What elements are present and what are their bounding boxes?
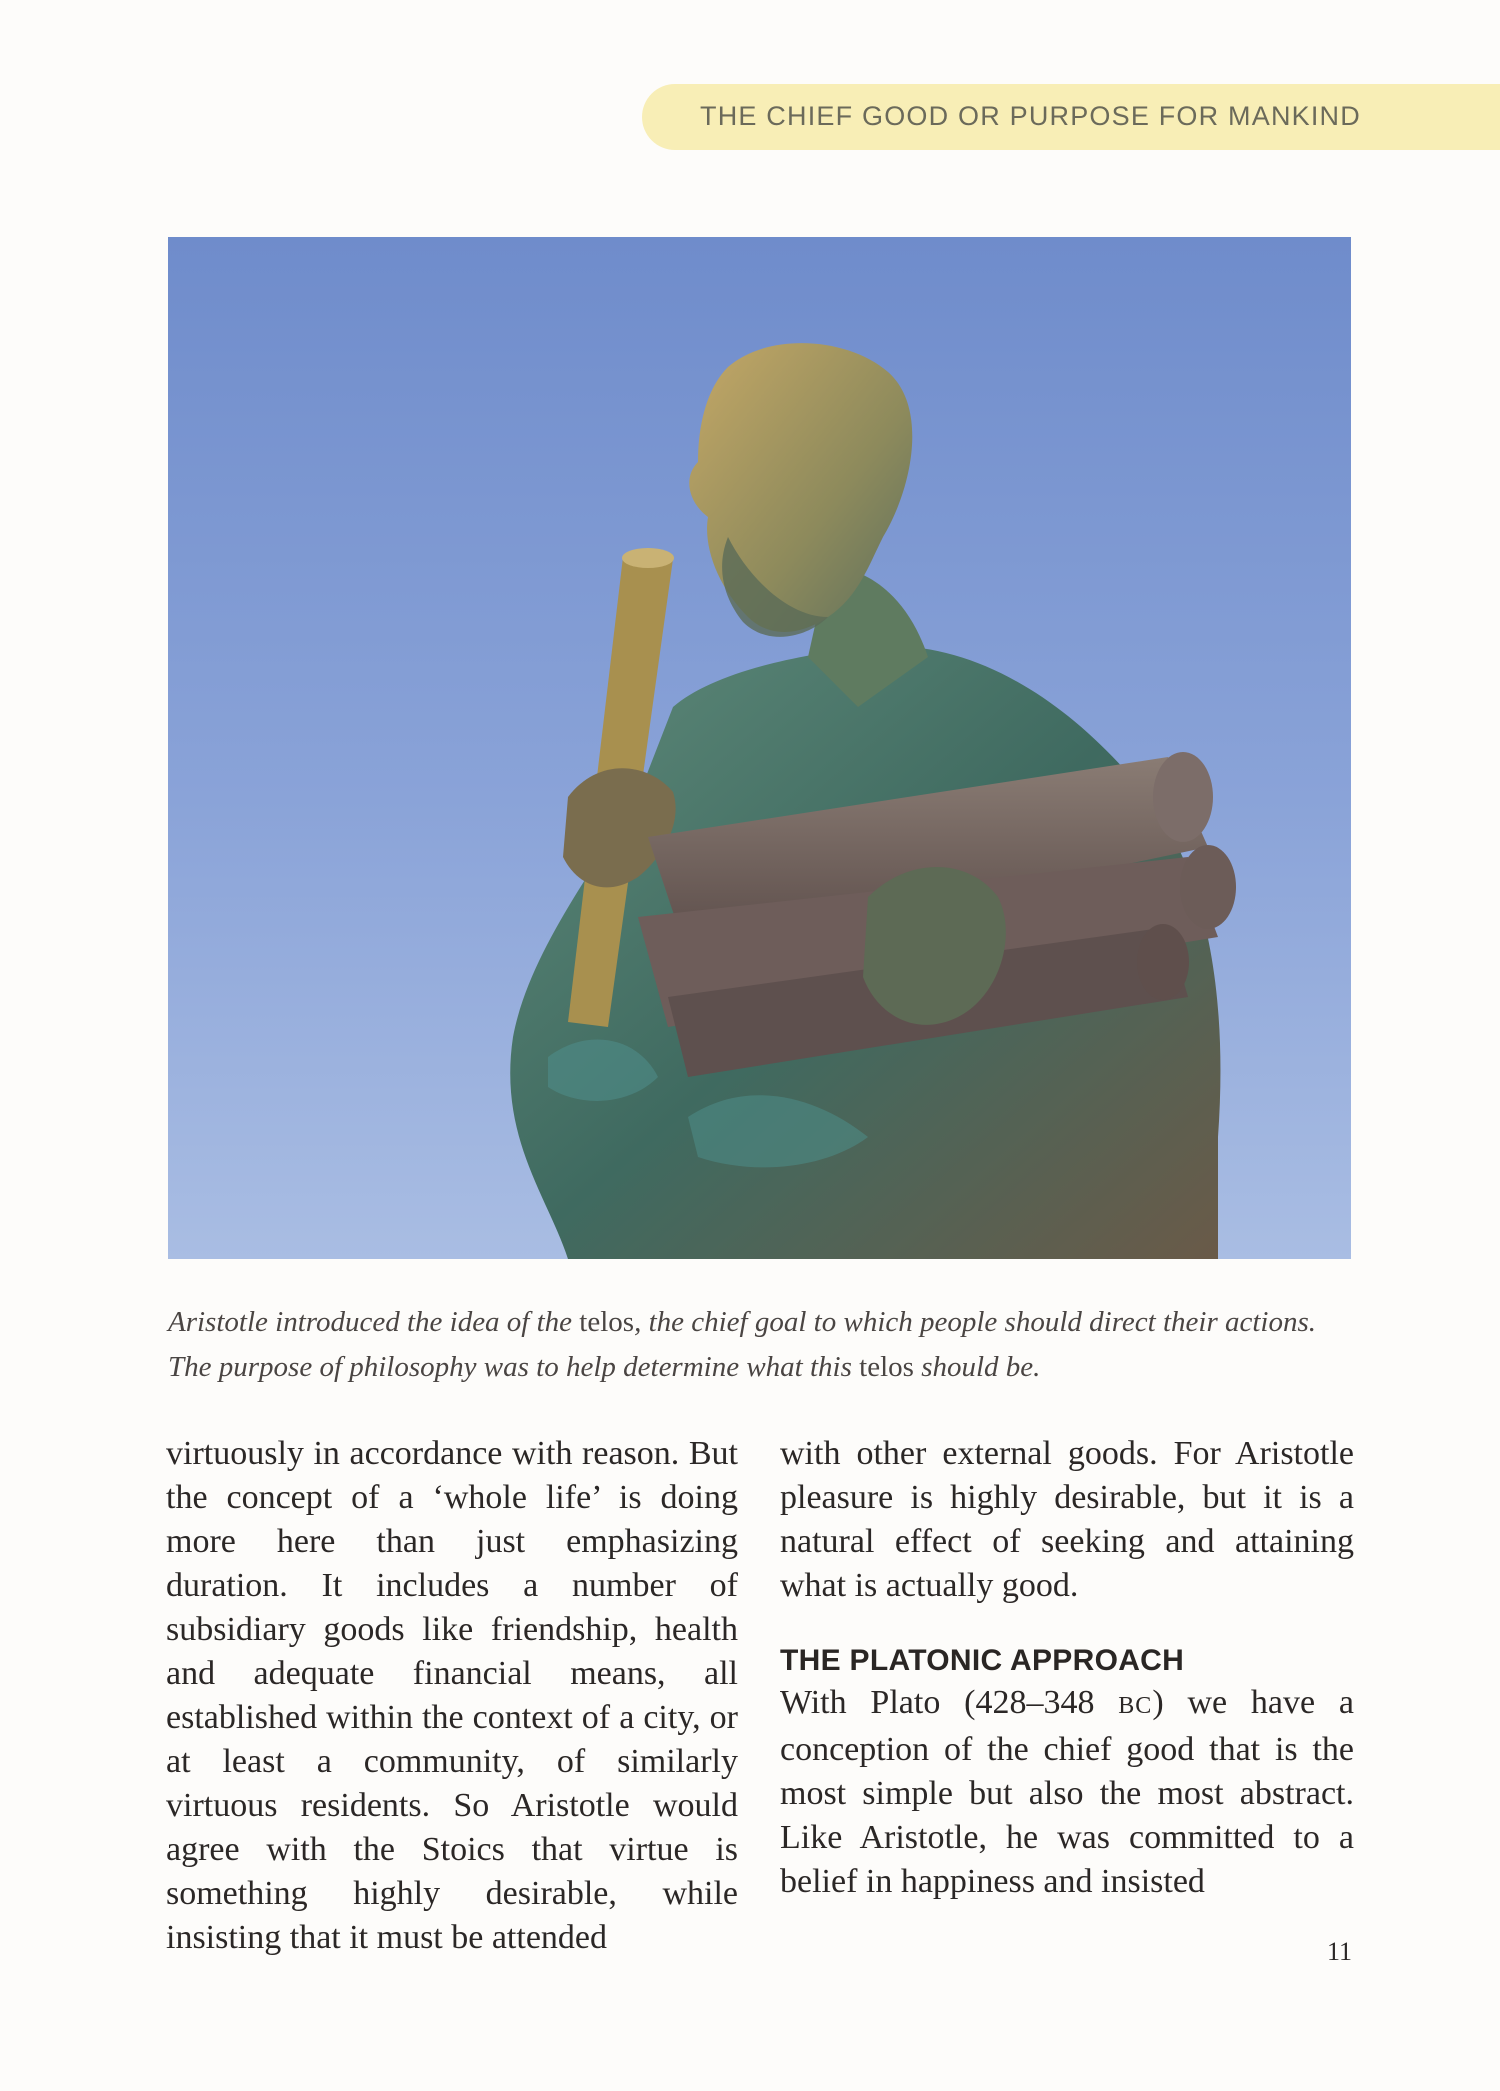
paragraph-2-text-start: With Plato (428–348 (780, 1684, 1119, 1721)
right-column-paragraph-1: with other external goods. For Aristotle pleasure is highly desirable, but it is a natural effect of seeking and attaining what is actually good. (780, 1435, 1354, 1604)
statue-illustration (168, 237, 1351, 1259)
running-header-title: THE CHIEF GOOD OR PURPOSE FOR MANKIND (700, 101, 1361, 131)
caption-text-1: Aristotle introduced the idea of the (168, 1306, 580, 1338)
aristotle-statue-photo (168, 237, 1351, 1259)
left-column-paragraph: virtuously in accordance with reason. But the concept of a ‘whole life’ is doing more here than just emphasizing duration. It includes a number of subsidiary goods like friendship, health and adequate financial means, all established within the context of a city, or at least a community, of similarly virtuous residents. So Aristotle would agree with the Stoics that virtue is something highly desirable, while insisting that it must be attended (166, 1435, 738, 1956)
body-column-left (166, 1432, 738, 1960)
era-abbreviation: BC (1118, 1693, 1153, 1719)
caption-term-telos-2: telos (859, 1351, 914, 1383)
right-column-paragraph-2 (780, 1681, 1354, 1904)
page-number: 11 (1326, 1937, 1352, 1966)
caption-term-telos-1: telos (579, 1306, 635, 1338)
paragraph-2-text-rest: ) we have a conception of the chief good that is the most simple but also the most abstract. Like Aristotle, he was committed to a belief in happiness and insisted (780, 1684, 1354, 1900)
caption-text-2: , the chief goal to which people should direct their actions. The purpose of philosophy was to help determine what this (168, 1306, 1317, 1383)
figure-caption (168, 1300, 1351, 1390)
caption-text-3: should be. (913, 1351, 1041, 1383)
body-column-right (780, 1432, 1354, 1904)
section-heading: THE PLATONIC APPROACH (780, 1644, 1185, 1677)
